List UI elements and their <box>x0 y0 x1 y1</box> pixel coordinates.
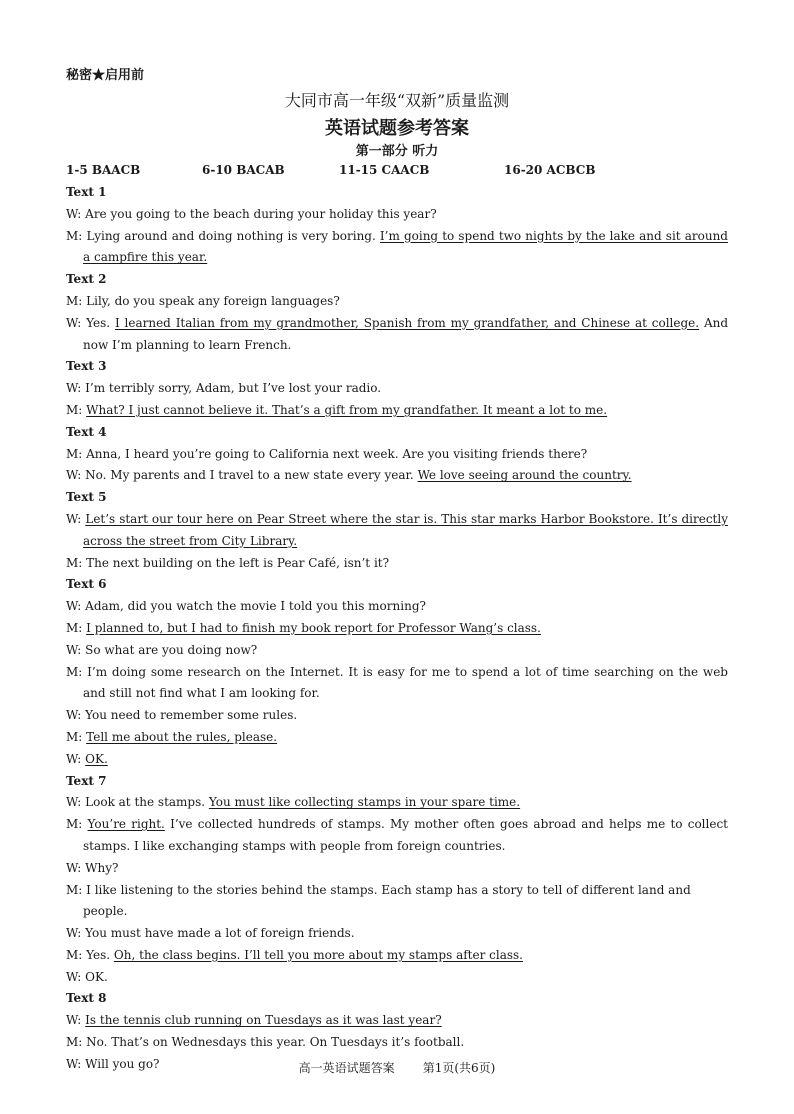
key-sentence: OK. <box>85 751 108 766</box>
dialogue-line: W: So what are you doing now? <box>66 642 258 657</box>
dialogue-line <box>66 1010 728 1032</box>
dialogue-line <box>66 400 728 422</box>
answer-group-4: 16-20 ACBCB <box>504 163 596 177</box>
dialogue-line <box>66 814 728 858</box>
dialogue-line <box>66 618 728 640</box>
dialogue-line: M: No. That’s on Wednesdays this year. On Tuesdays it’s football. <box>66 1035 465 1050</box>
answer-group-1: 1-5 BAACB <box>66 163 141 177</box>
line-text: W: <box>66 1013 86 1028</box>
answer-row <box>66 163 728 179</box>
exam-title: 大同市高一年级“双新”质量监测 <box>284 91 510 110</box>
line-text: And now I’m planning to learn French. <box>83 315 729 352</box>
text-heading: Text 7 <box>66 773 107 788</box>
dialogue-line: W: Are you going to the beach during your holiday this year? <box>66 206 437 221</box>
line-text: M: <box>66 402 87 417</box>
dialogue-line: M: Anna, I heard you’re going to California next week. Are you visiting friends there? <box>66 446 588 461</box>
dialogue-line: W: Will you go? <box>66 1056 160 1071</box>
dialogue-line: W: OK. <box>66 969 108 984</box>
key-sentence: I planned to, but I had to finish my book report for Professor Wang’s class. <box>86 620 541 635</box>
dialogue-line: W: I’m terribly sorry, Adam, but I’ve lost your radio. <box>66 381 382 396</box>
dialogue-line <box>66 749 728 771</box>
transcript <box>66 182 728 1076</box>
line-text: W: Look at the stamps. <box>66 795 209 810</box>
line-text: I’ve collected hundreds of stamps. My mother often goes abroad and helps me to collect stamps. I like exchanging stamps with people from foreign countries. <box>83 817 728 853</box>
key-sentence: You’re right. <box>87 817 165 832</box>
text-heading: Text 5 <box>66 490 107 505</box>
text-heading: Text 1 <box>66 185 107 199</box>
dialogue-line: W: Adam, did you watch the movie I told you this morning? <box>66 599 426 614</box>
key-sentence: Tell me about the rules, please. <box>86 729 278 744</box>
line-text: W: <box>66 751 86 766</box>
text-heading: Text 4 <box>66 424 107 439</box>
line-text: M: <box>66 817 88 832</box>
line-text: M: Lying around and doing nothing is very boring. <box>66 228 380 243</box>
section-title: 第一部分 听力 <box>355 144 439 159</box>
line-text: M: <box>66 620 87 635</box>
dialogue-line <box>66 226 728 270</box>
key-sentence: Let’s start our tour here on Pear Street where the star is. This star marks Harbor Bookstore. It’s directly across the street from City Library. <box>83 511 728 548</box>
dialogue-line: M: Lily, do you speak any foreign languages? <box>66 293 340 308</box>
page-footer <box>0 1059 794 1076</box>
dialogue-line <box>66 509 728 553</box>
line-text: M: Yes. <box>66 947 114 962</box>
confidential-label: 秘密★启用前 <box>66 68 145 83</box>
key-sentence: I learned Italian from my grandmother, Spanish from my grandfather, and Chinese at college. <box>114 315 700 330</box>
key-sentence: We love seeing around the country. <box>417 468 632 483</box>
answer-group-3: 11-15 CAACB <box>339 163 430 177</box>
dialogue-line <box>66 465 728 487</box>
line-text: W: <box>66 511 86 526</box>
line-text: W: Yes. <box>66 315 115 330</box>
dialogue-line: M: I like listening to the stories behind the stamps. Each stamp has a story to tell of different land and people. <box>66 882 691 919</box>
key-sentence: What? I just cannot believe it. That’s a gift from my grandfather. It meant a lot to me. <box>86 402 608 417</box>
line-text: M: <box>66 729 87 744</box>
dialogue-line: M: I’m doing some research on the Internet. It is easy for me to spend a lot of time searching on the web and still not find what I am looking for. <box>66 664 728 701</box>
text-heading: Text 6 <box>66 577 107 592</box>
dialogue-line <box>66 313 728 357</box>
text-heading: Text 3 <box>66 359 107 374</box>
dialogue-line <box>66 945 728 967</box>
dialogue-line: W: You must have made a lot of foreign friends. <box>66 926 355 941</box>
line-text: W: No. My parents and I travel to a new state every year. <box>66 468 418 483</box>
document-title: 英语试题参考答案 <box>325 118 469 139</box>
dialogue-line <box>66 792 728 814</box>
footer-title: 高一英语试题答案 <box>298 1061 395 1075</box>
dialogue-line: W: Why? <box>66 860 119 875</box>
text-heading: Text 2 <box>66 272 107 287</box>
key-sentence: I’m going to spend two nights by the lake and sit around a campfire this year. <box>83 228 728 265</box>
key-sentence: You must like collecting stamps in your spare time. <box>208 795 521 810</box>
answer-group-2: 6-10 BACAB <box>202 163 285 177</box>
key-sentence: Oh, the class begins. I’ll tell you more about my stamps after class. <box>113 947 523 962</box>
key-sentence: Is the tennis club running on Tuesdays as it was last year? <box>85 1013 442 1028</box>
dialogue-line: M: The next building on the left is Pear Café, isn’t it? <box>66 555 390 570</box>
text-heading: Text 8 <box>66 991 107 1006</box>
dialogue-line: W: You need to remember some rules. <box>66 708 298 723</box>
page-number: 第1页(共6页) <box>422 1061 496 1075</box>
dialogue-line <box>66 727 728 749</box>
